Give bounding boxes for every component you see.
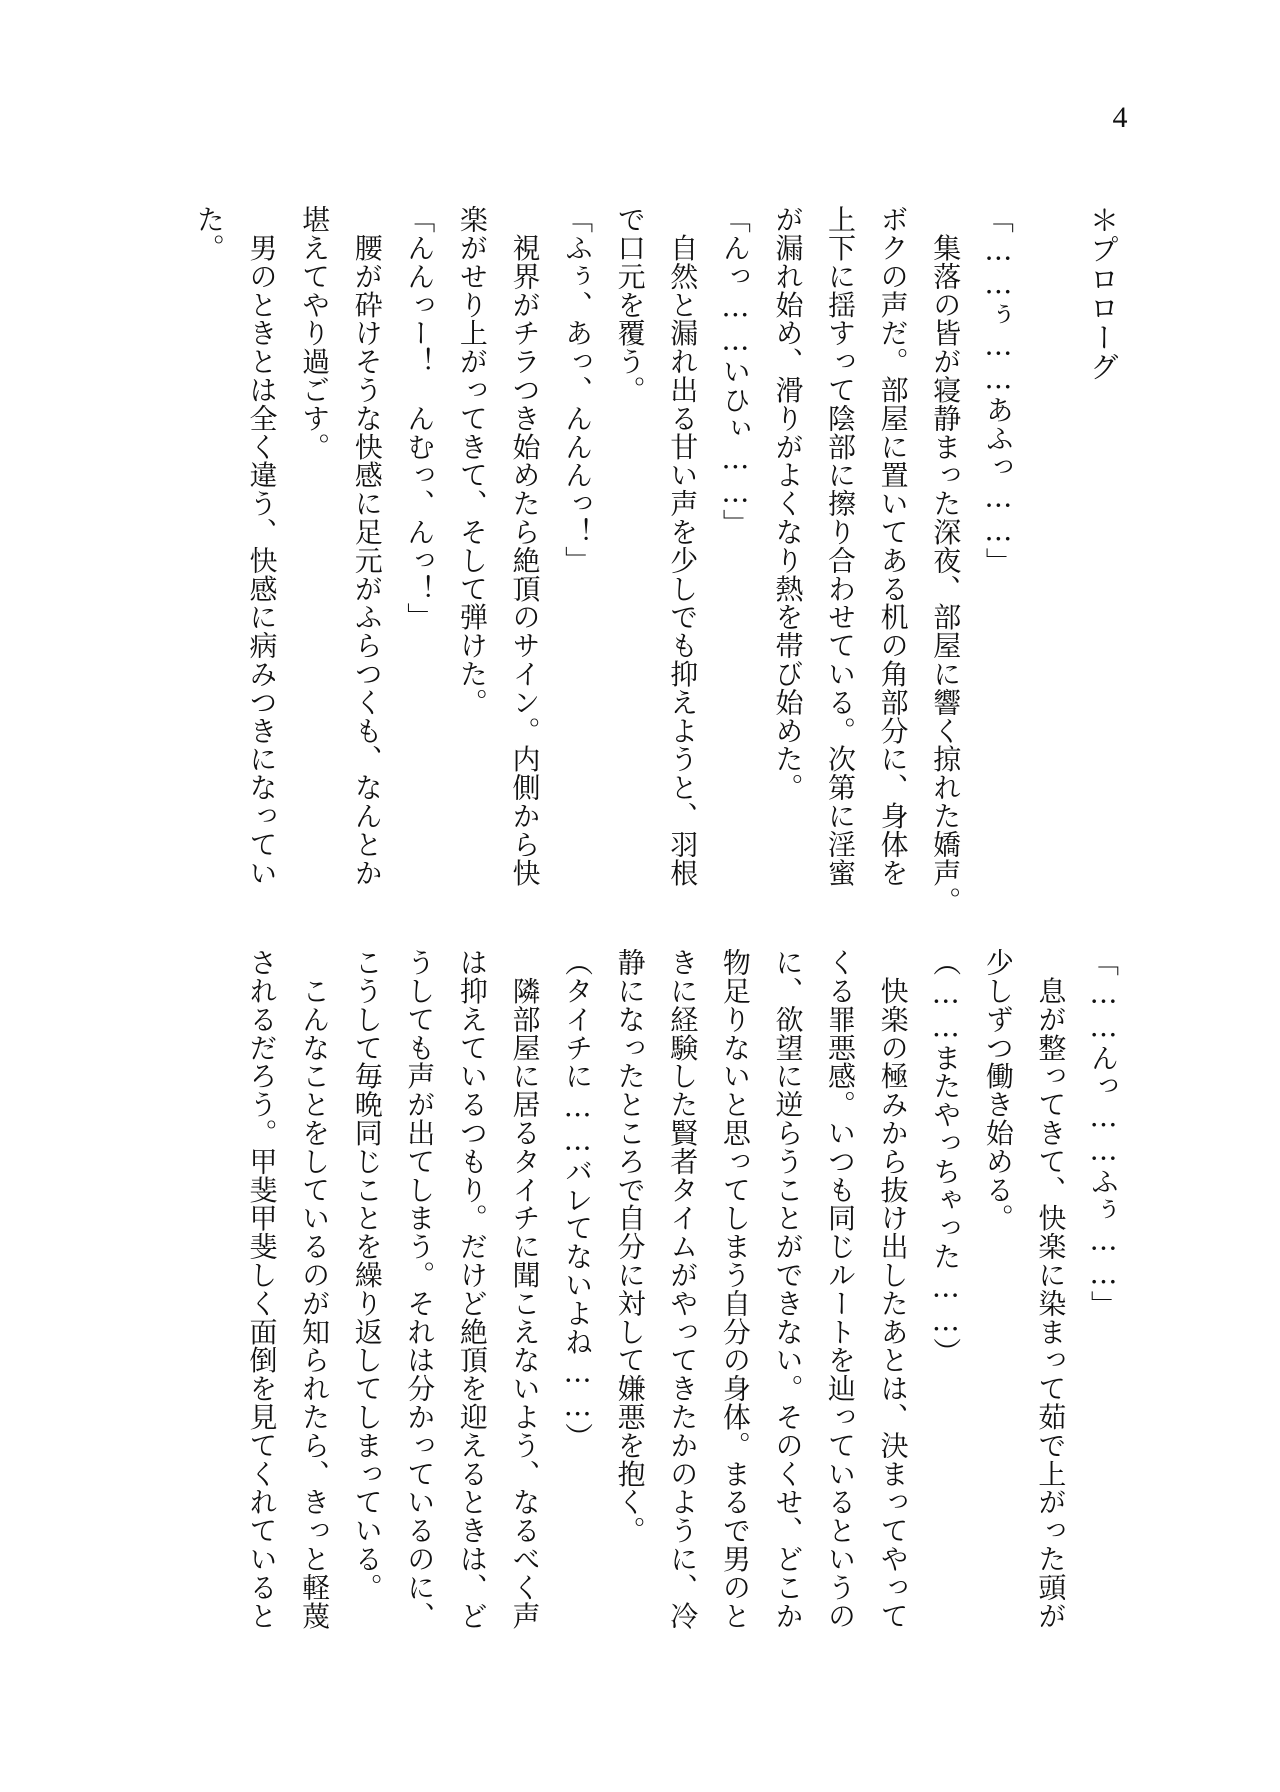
text-block-upper [182, 205, 1129, 915]
text-line: うしても声が出てしまう。それは分かっているのに、 [403, 948, 437, 1630]
text-line: 楽がせり上がってきて、そして弾けた。 [455, 205, 489, 717]
text-line: に、欲望に逆らうことができない。そのくせ、どこか [771, 948, 805, 1630]
text-line: で口元を覆う。 [613, 205, 647, 404]
text-line: 視界がチラつき始めたら絶頂のサイン。内側から快 [508, 205, 542, 887]
text-line: 「……ぅ……あふっ……」 [981, 205, 1015, 576]
text-line: 堪えてやり過ごす。 [298, 205, 332, 461]
text-block-lower [235, 948, 1129, 1648]
text-line: 「んんっー！ んむっ、んっ！」 [403, 205, 437, 631]
text-line: 快楽の極みから抜け出したあとは、決まってやって [876, 948, 910, 1630]
text-line: （タイチに……バレてないよね……） [561, 948, 595, 1451]
text-line: ボクの声だ。部屋に置いてある机の角部分に、身体を [876, 205, 910, 887]
text-line: 「ふぅ、あっ、んんんっ！」 [561, 205, 595, 575]
text-line: 隣部屋に居るタイチに聞こえないよう、なるべく声 [508, 948, 542, 1630]
text-line: 静になったところで自分に対して嫌悪を抱く。 [613, 948, 647, 1545]
text-line: こうして毎晩同じことを繰り返してしまっている。 [350, 948, 384, 1602]
chapter-title: ＊プロローグ [1086, 205, 1120, 382]
text-line: くる罪悪感。いつも同じルートを辿っているというの [824, 948, 858, 1630]
text-line: されるだろう。甲斐甲斐しく面倒を見てくれていると [245, 948, 279, 1630]
text-line: 「……んっ……ふぅ……」 [1087, 948, 1120, 1319]
text-line: 男のときとは全く違う、快感に病みつきになってい [245, 205, 279, 887]
page-number: 4 [1112, 101, 1128, 134]
text-line: 上下に揺すって陰部に擦り合わせている。次第に淫蜜 [824, 205, 858, 887]
text-line: 腰が砕けそうな快感に足元がふらつくも、なんとか [350, 205, 384, 887]
text-line: 「んっ……いひぃ……」 [718, 205, 752, 538]
text-line: こんなことをしているのが知られたら、きっと軽蔑 [298, 948, 332, 1630]
text-line: 少しずつ働き始める。 [981, 948, 1015, 1232]
text-line: （……またやっちゃった……） [929, 948, 963, 1366]
text-line: が漏れ始め、滑りがよくなり熱を帯び始めた。 [771, 205, 805, 802]
text-line: 息が整ってきて、快楽に染まって茹で上がった頭が [1034, 948, 1068, 1630]
text-line: 自然と漏れ出る甘い声を少しでも抑えようと、羽根 [666, 205, 700, 887]
text-line: 物足りないと思ってしまう自分の身体。まるで男のと [718, 948, 752, 1630]
text-line: きに経験した賢者タイムがやってきたかのように、冷 [666, 948, 700, 1630]
text-line: 集落の皆が寝静まった深夜、部屋に響く掠れた嬌声。 [929, 205, 963, 915]
text-line: た。 [192, 205, 226, 262]
text-line: は抑えているつもり。だけど絶頂を迎えるときは、ど [455, 948, 489, 1630]
